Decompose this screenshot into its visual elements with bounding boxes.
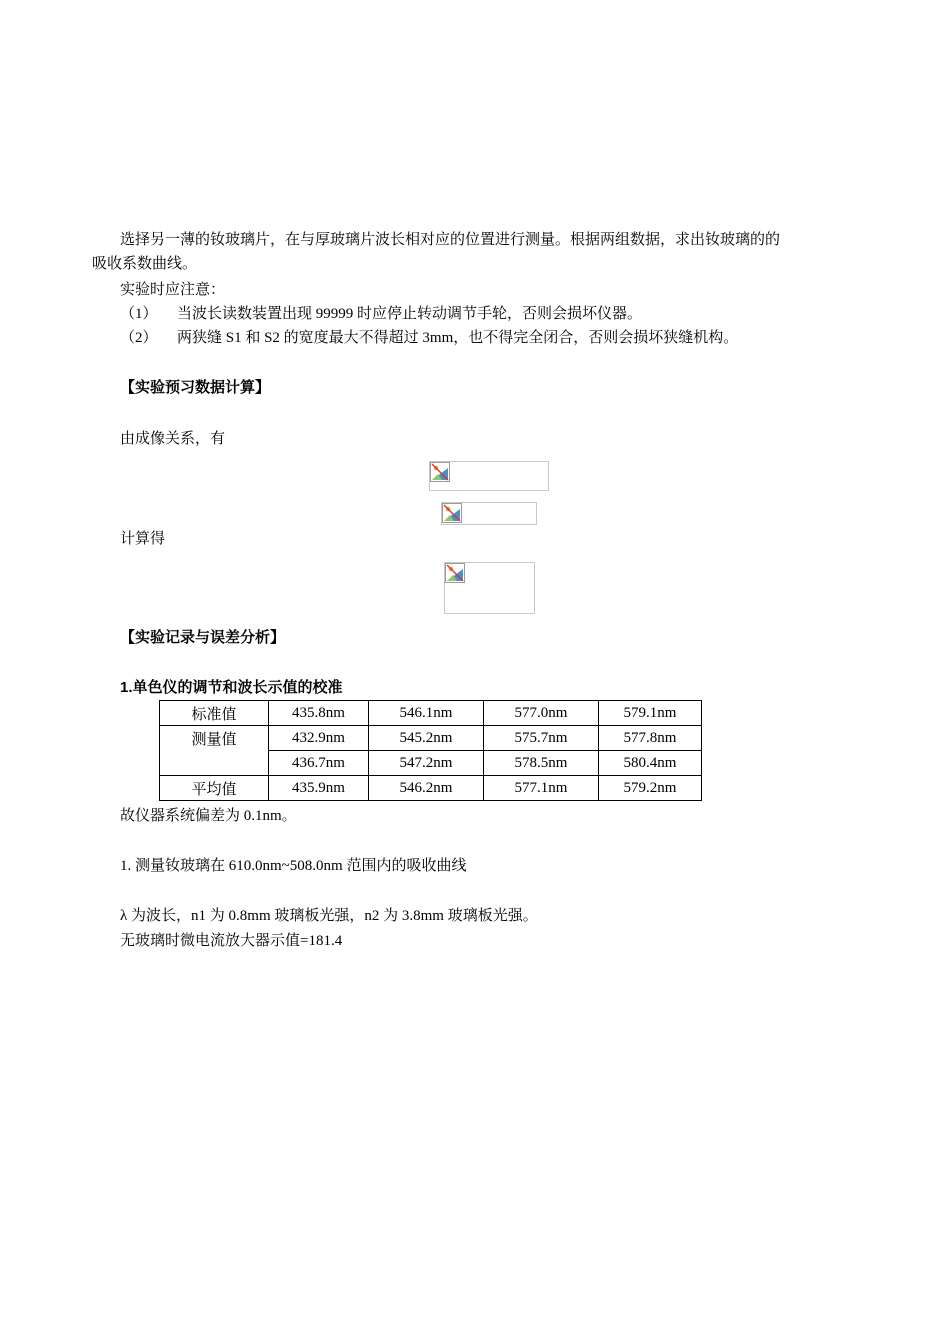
computed-text: 计算得 xyxy=(120,531,166,547)
notice-2-number: （2） xyxy=(120,330,158,346)
section-preview-heading: 【实验预习数据计算】 xyxy=(120,379,271,396)
system-error-text: 故仪器系统偏差为 0.1nm。 xyxy=(120,808,297,824)
intro-line-1: 选择另一薄的钕玻璃片，在与厚玻璃片波长相对应的位置进行测量。根据两组数据，求出钕玻璃的的 xyxy=(120,232,781,248)
formula-image-1 xyxy=(429,461,549,491)
legend-description: λ 为波长，n1 为 0.8mm 玻璃板光强，n2 为 3.8mm 玻璃板光强。 xyxy=(120,908,538,924)
table-cell: 546.1nm xyxy=(369,701,484,726)
table-cell: 435.9nm xyxy=(269,776,369,801)
table-cell: 575.7nm xyxy=(484,726,599,751)
table-cell: 432.9nm xyxy=(269,726,369,751)
table-cell: 577.0nm xyxy=(484,701,599,726)
table-cell: 547.2nm xyxy=(369,751,484,776)
notice-title: 实验时应注意： xyxy=(120,282,226,298)
subsection-calibration-heading: 1.单色仪的调节和波长示值的校准 xyxy=(120,679,343,696)
table-row xyxy=(160,726,702,751)
notice-1-number: （1） xyxy=(120,306,158,322)
table-cell: 545.2nm xyxy=(369,726,484,751)
row-label-measured: 测量值 xyxy=(160,726,269,776)
imaging-relation-text: 由成像关系，有 xyxy=(120,431,226,447)
calibration-table xyxy=(159,700,702,801)
notice-2-text: 两狭缝 S1 和 S2 的宽度最大不得超过 3mm，也不得完全闭合，否则会损坏狭缝机构。 xyxy=(177,330,739,346)
no-glass-reading: 无玻璃时微电流放大器示值=181.4 xyxy=(120,933,343,949)
row-label-average: 平均值 xyxy=(160,776,269,801)
section-record-heading: 【实验记录与误差分析】 xyxy=(120,629,286,646)
broken-image-icon xyxy=(442,503,462,523)
intro-line-2: 吸收系数曲线。 xyxy=(92,256,198,272)
table-cell: 577.1nm xyxy=(484,776,599,801)
table-cell: 435.8nm xyxy=(269,701,369,726)
table-cell: 546.2nm xyxy=(369,776,484,801)
table-cell: 580.4nm xyxy=(599,751,702,776)
table-row xyxy=(160,776,702,801)
formula-image-2 xyxy=(441,502,537,525)
row-label-standard: 标准值 xyxy=(160,701,269,726)
table-row xyxy=(160,701,702,726)
broken-image-icon xyxy=(430,462,450,482)
table-cell: 579.2nm xyxy=(599,776,702,801)
table-cell: 577.8nm xyxy=(599,726,702,751)
table-cell: 579.1nm xyxy=(599,701,702,726)
absorption-measure-heading: 1. 测量钕玻璃在 610.0nm~508.0nm 范围内的吸收曲线 xyxy=(120,858,467,874)
formula-image-3 xyxy=(444,562,535,614)
table-cell: 578.5nm xyxy=(484,751,599,776)
notice-1-text: 当波长读数装置出现 99999 时应停止转动调节手轮，否则会损坏仪器。 xyxy=(177,306,643,322)
table-cell: 436.7nm xyxy=(269,751,369,776)
broken-image-icon xyxy=(445,563,465,583)
